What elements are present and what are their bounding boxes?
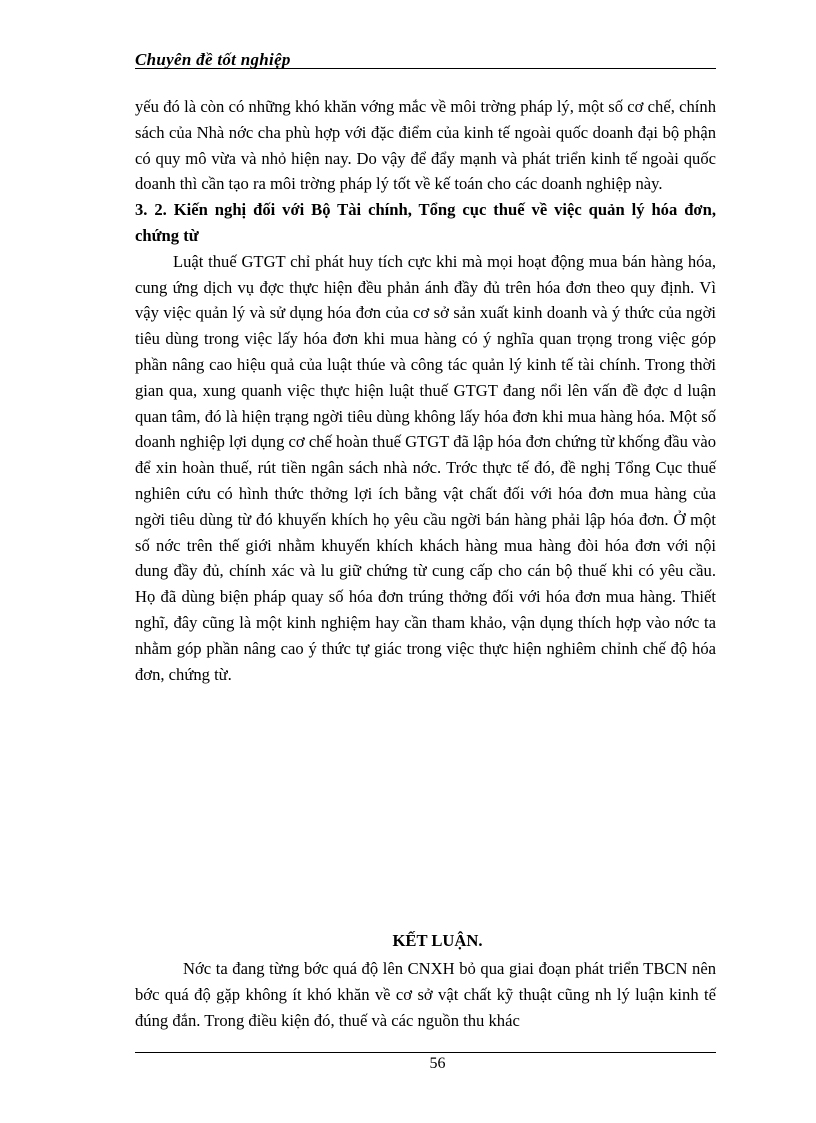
footer-divider [135, 1052, 716, 1053]
running-header: Chuyên đề tốt nghiệp [135, 50, 291, 69]
page-number: 56 [429, 1055, 446, 1072]
paragraph-body: Luật thuế GTGT chỉ phát huy tích cực khi mà mọi hoạt động mua bán hàng hóa, cung ứng dịch vụ đợc thực hiện đều phản ánh đầy đủ trên hóa đơn theo quy định. Vì vậy việc quản lý và sử dụng hóa đơn của cơ sở sản xuất kinh doanh và ý thức của ngời tiêu dùng trong việc lấy hóa đơn khi mua hàng có ý nghĩa quan trọng trong việc góp phần nâng cao hiệu quả của luật thúe và công tác quản lý kinh tế tài chính. Trong thời gian qua, xung quanh việc thực hiện luật thuế GTGT đang nổi lên vấn đề đợc d luận quan tâm, đó là hiện trạng ngời tiêu dùng không lấy hóa đơn khi mua hàng hóa. Một số doanh nghiệp lợi dụng cơ chế hoàn thuế GTGT đã lập hóa đơn chứng từ khống đầu vào để xin hoàn thuế, rút tiền ngân sách nhà nớc. Trớc thực tế đó, đề nghị Tổng Cục thuế nghiên cứu có hình thức thởng lợi ích bằng vật chất đối với hóa đơn mua hàng của ngời tiêu dùng từ đó khuyến khích họ yêu cầu ngời bán hàng phải lập hóa đơn. Ở một số nớc trên thế giới nhằm khuyến khích khách hàng mua hàng đòi hóa đơn với nội dung đầy đủ, chính xác và lu giữ chứng từ cung cấp cho cán bộ thuế khi có yêu cầu. Họ đã dùng biện pháp quay số hóa đơn trúng thởng đối với hóa đơn mua hàng. Thiết nghĩ, đây cũng là một kinh nghiệm hay cần tham khảo, vận dụng thích hợp vào nớc ta nhằm góp phần nâng cao ý thức tự giác trong việc thực hiện nghiêm chỉnh chế độ hóa đơn, chứng từ. [135, 251, 716, 684]
conclusion-content [135, 956, 716, 1034]
paragraph-continuation: yếu đó là còn có những khó khăn vớng mắc về môi trờng pháp lý, một số cơ chế, chính sách của Nhà nớc cha phù hợp với đặc điểm của kinh tế ngoài quốc doanh đại bộ phận có quy mô vừa và nhỏ hiện nay. Do vậy để đẩy mạnh và phát triển kinh tế ngoài quốc doanh thì cần tạo ra môi trờng pháp lý tốt về kế toán cho các doanh nghiệp này. [135, 97, 716, 194]
conclusion-title: KẾT LUẬN. [392, 931, 483, 950]
conclusion-paragraph: Nớc ta đang từng bớc quá độ lên CNXH bỏ qua giai đoạn phát triển TBCN nên bớc quá độ gặp không ít khó khăn về cơ sở vật chất kỹ thuật cũng nh lý luận kinh tế đúng đắn. Trong điều kiện đó, thuế và các nguồn thu khác [135, 959, 716, 1030]
section-heading: 3. 2. Kiến nghị đối với Bộ Tài chính, Tổng cục thuế về việc quản lý hóa đơn, chứng từ [135, 200, 716, 245]
header-divider [135, 68, 716, 69]
main-content [135, 94, 716, 687]
